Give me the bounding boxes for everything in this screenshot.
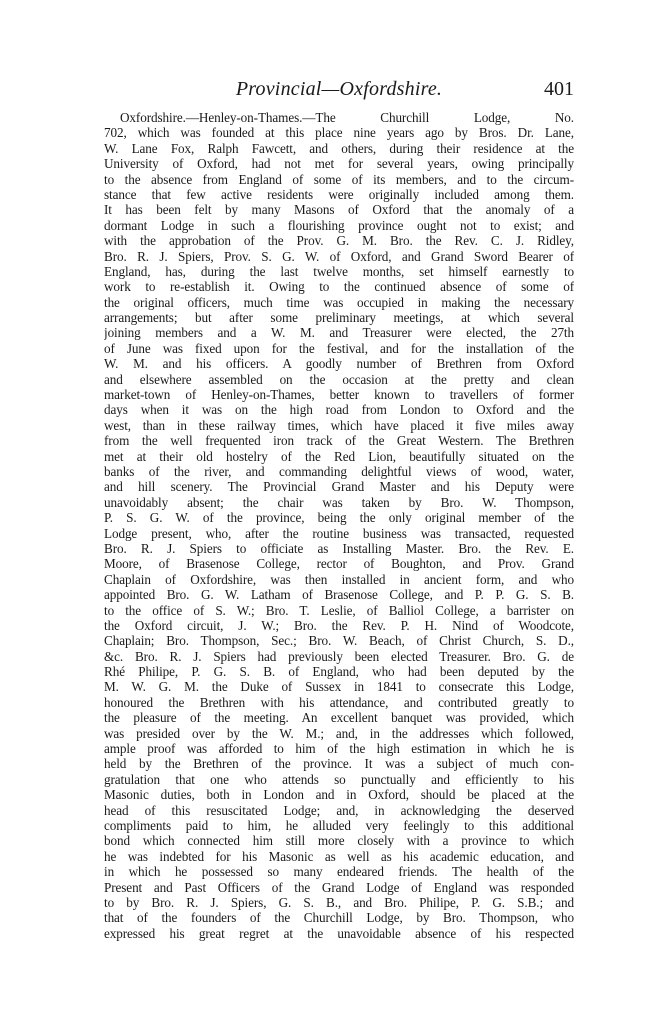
article-body xyxy=(104,110,574,941)
text-line: with the approbation of the Prov. G. M. Bro. the Rev. C. J. Ridley, xyxy=(104,233,574,249)
text-line: held by the Brethren of the province. It was a subject of much con- xyxy=(104,756,574,772)
text-line: banks of the river, and commanding delightful views of wood, water, xyxy=(104,463,574,479)
text-line: of June was fixed upon for the festival, and for the installation of the xyxy=(104,340,574,356)
text-line: days when it was on the high road from London to Oxford and the xyxy=(104,402,574,418)
text-line: from the well frequented iron track of the Great Western. The Brethren xyxy=(104,433,574,449)
text-line: Chaplain of Oxfordshire, was then installed in ancient form, and who xyxy=(104,571,574,587)
text-line: dormant Lodge in such a flourishing province ought not to exist; and xyxy=(104,217,574,233)
text-line: unavoidably absent; the chair was taken by Bro. W. Thompson, xyxy=(104,494,574,510)
text-line: was presided over by the W. M.; and, in the addresses which followed, xyxy=(104,725,574,741)
text-line: bond which connected him still more closely with a province to which xyxy=(104,833,574,849)
text-line: England, has, during the last twelve months, set himself earnestly to xyxy=(104,263,574,279)
text-line: Oxfordshire.—Henley-on-Thames.—The Churchill Lodge, No. xyxy=(120,110,574,125)
text-line: expressed his great regret at the unavoidable absence of his respected xyxy=(104,925,574,941)
text-line: Chaplain; Bro. Thompson, Sec.; Bro. W. Beach, of Christ Church, S. D., xyxy=(104,633,574,649)
text-line: market-town of Henley-on-Thames, better known to travellers of former xyxy=(104,387,574,403)
text-line: head of this resuscitated Lodge; and, in acknowledging the deserved xyxy=(104,802,574,818)
text-line: Lodge present, who, after the routine business was transacted, requested xyxy=(104,525,574,541)
text-line: he was indebted for his Masonic as well as his academic education, and xyxy=(104,848,574,864)
text-line: the pleasure of the meeting. An excellent banquet was provided, which xyxy=(104,710,574,726)
text-line: W. M. and his officers. A goodly number of Brethren from Oxford xyxy=(104,356,574,372)
text-line: west, than in these railway times, which have placed it five miles away xyxy=(104,417,574,433)
text-line: Bro. R. J. Spiers to officiate as Installing Master. Bro. the Rev. E. xyxy=(104,540,574,556)
page-header xyxy=(104,78,574,102)
text-line: honoured the Brethren with his attendance, and contributed greatly to xyxy=(104,694,574,710)
text-line: and elsewhere assembled on the occasion at the pretty and clean xyxy=(104,371,574,387)
text-line: met at their old hostelry of the Red Lion, beautifully situated on the xyxy=(104,448,574,464)
running-head: Provincial—Oxfordshire. xyxy=(235,78,443,100)
text-line: &c. Bro. R. J. Spiers had previously been elected Treasurer. Bro. G. de xyxy=(104,648,574,664)
page-number: 401 xyxy=(544,78,574,100)
text-line: stance that few active residents were originally included among them. xyxy=(104,186,574,202)
text-line: appointed Bro. G. W. Latham of Brasenose College, and P. P. G. S. B. xyxy=(104,587,574,603)
text-line: arrangements; but after some preliminary meetings, at which several xyxy=(104,310,574,326)
text-line: P. S. G. W. of the province, being the only original member of the xyxy=(104,510,574,526)
text-line: 702, which was founded at this place nine years ago by Bros. Dr. Lane, xyxy=(104,125,574,141)
text-line: work to re-establish it. Owing to the continued absence of some of xyxy=(104,279,574,295)
text-line: Present and Past Officers of the Grand Lodge of England was responded xyxy=(104,879,574,895)
text-line: W. Lane Fox, Ralph Fawcett, and others, during their residence at the xyxy=(104,140,574,156)
text-line: to the absence from England of some of its members, and to the circum- xyxy=(104,171,574,187)
text-line: gratulation that one who attends so punctually and efficiently to his xyxy=(104,771,574,787)
text-line: to the office of S. W.; Bro. T. Leslie, of Balliol College, a barrister on xyxy=(104,602,574,618)
text-line: joining members and a W. M. and Treasurer were elected, the 27th xyxy=(104,325,574,341)
text-line: the original officers, much time was occupied in making the necessary xyxy=(104,294,574,310)
text-line: to by Bro. R. J. Spiers, G. S. B., and Bro. Philipe, P. G. S.B.; and xyxy=(104,894,574,910)
text-line: that of the founders of the Churchill Lodge, by Bro. Thompson, who xyxy=(104,910,574,926)
text-line: in which he possessed so many endeared friends. The health of the xyxy=(104,864,574,880)
text-line: Masonic duties, both in London and in Oxford, should be placed at the xyxy=(104,787,574,803)
text-line: It has been felt by many Masons of Oxford that the anomaly of a xyxy=(104,202,574,218)
text-line: Rhé Philipe, P. G. S. B. of England, who had been deputed by the xyxy=(104,664,574,680)
text-line: ample proof was afforded to him of the high estimation in which he is xyxy=(104,741,574,757)
text-line: University of Oxford, had not met for several years, owing principally xyxy=(104,156,574,172)
text-line: the Oxford circuit, J. W.; Bro. the Rev. P. H. Nind of Woodcote, xyxy=(104,617,574,633)
text-line: Moore, of Brasenose College, rector of Boughton, and Prov. Grand xyxy=(104,556,574,572)
text-line: M. W. G. M. the Duke of Sussex in 1841 to consecrate this Lodge, xyxy=(104,679,574,695)
text-line: Bro. R. J. Spiers, Prov. S. G. W. of Oxford, and Grand Sword Bearer of xyxy=(104,248,574,264)
text-line: and hill scenery. The Provincial Grand Master and his Deputy were xyxy=(104,479,574,495)
text-line: compliments paid to him, he alluded very feelingly to this additional xyxy=(104,817,574,833)
